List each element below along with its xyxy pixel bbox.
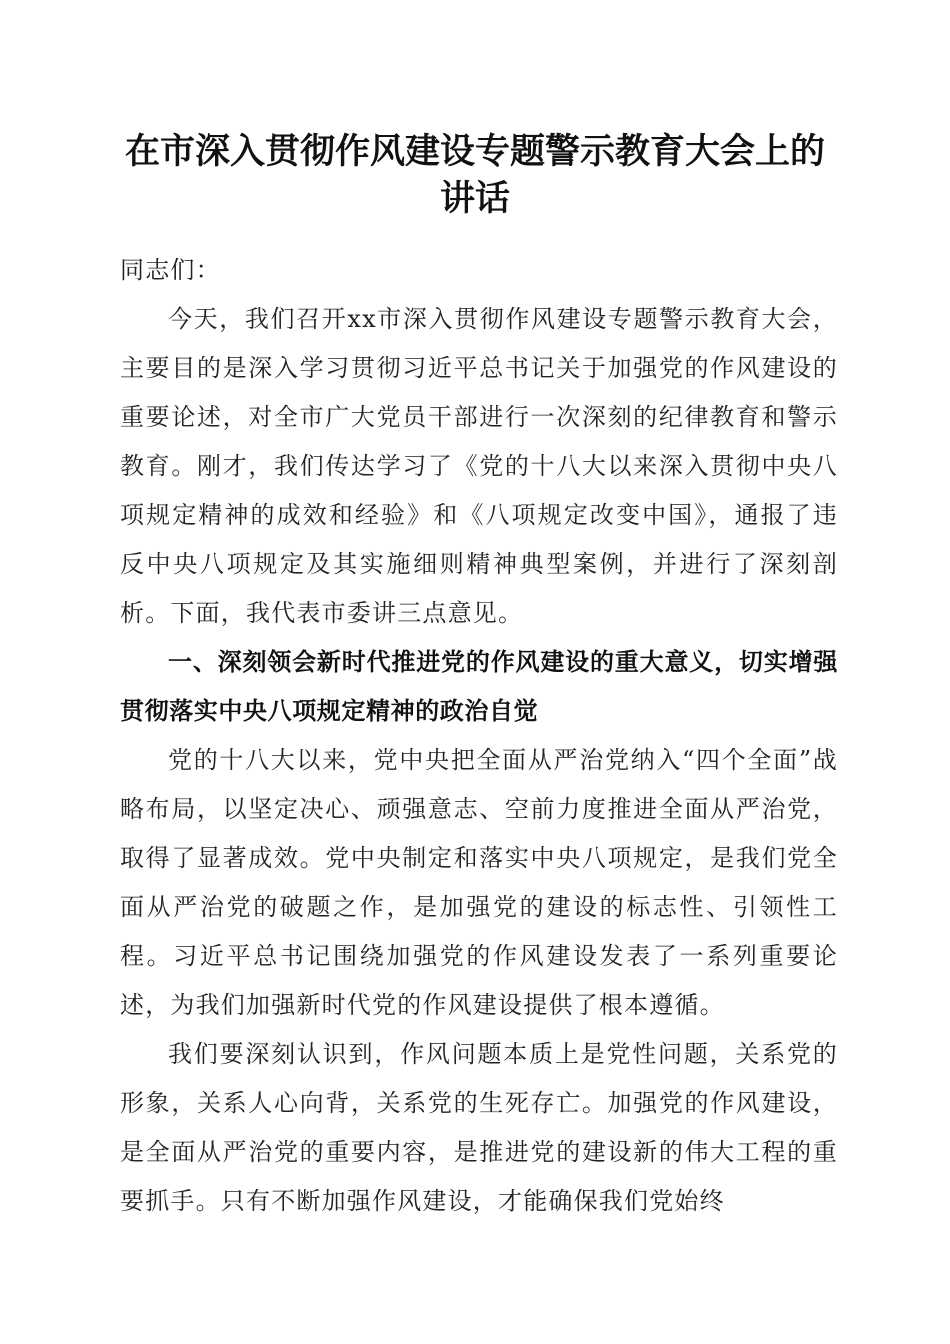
salutation: 同志们：: [120, 256, 221, 284]
document-title: [100, 128, 850, 222]
paragraph-body-2: 我们要深刻认识到，作风问题本质上是党性问题，关系党的形象，关系人心向背，关系党的生死存亡。加强党的作风建设，是全面从严治党的重要内容，是推进党的建设新的伟大工程的重要抓手。只有不断加强作风建设，才能确保我们党始终: [120, 1040, 838, 1215]
paragraph-intro: 今天，我们召开xx市深入贯彻作风建设专题警示教育大会，主要目的是深入学习贯彻习近平总书记关于加强党的作风建设的重要论述，对全市广大党员干部进行一次深刻的纪律教育和警示教育。刚才，我们传达学习了《党的十八大以来深入贯彻中央八项规定精神的成效和经验》和《八项规定改变中国》，通报了违反中央八项规定及其实施细则精神典型案例，并进行了深刻剖析。下面，我代表市委讲三点意见。: [120, 305, 838, 627]
document-body: [120, 246, 838, 1226]
paragraph-body-1: 党的十八大以来，党中央把全面从严治党纳入“四个全面”战略布局，以坚定决心、顽强意志、空前力度推进全面从严治党，取得了显著成效。党中央制定和落实中央八项规定，是我们党全面从严治党的破题之作，是加强党的建设的标志性、引领性工程。习近平总书记围绕加强党的作风建设发表了一系列重要论述，为我们加强新时代党的作风建设提供了根本遵循。: [120, 746, 838, 1019]
section-heading-1: 一、深刻领会新时代推进党的作风建设的重大意义，切实增强贯彻落实中央八项规定精神的政治自觉: [120, 648, 838, 725]
title-line-2: 讲话: [439, 178, 510, 219]
title-line-1: 在市深入贯彻作风建设专题警示教育大会上的: [124, 131, 825, 172]
